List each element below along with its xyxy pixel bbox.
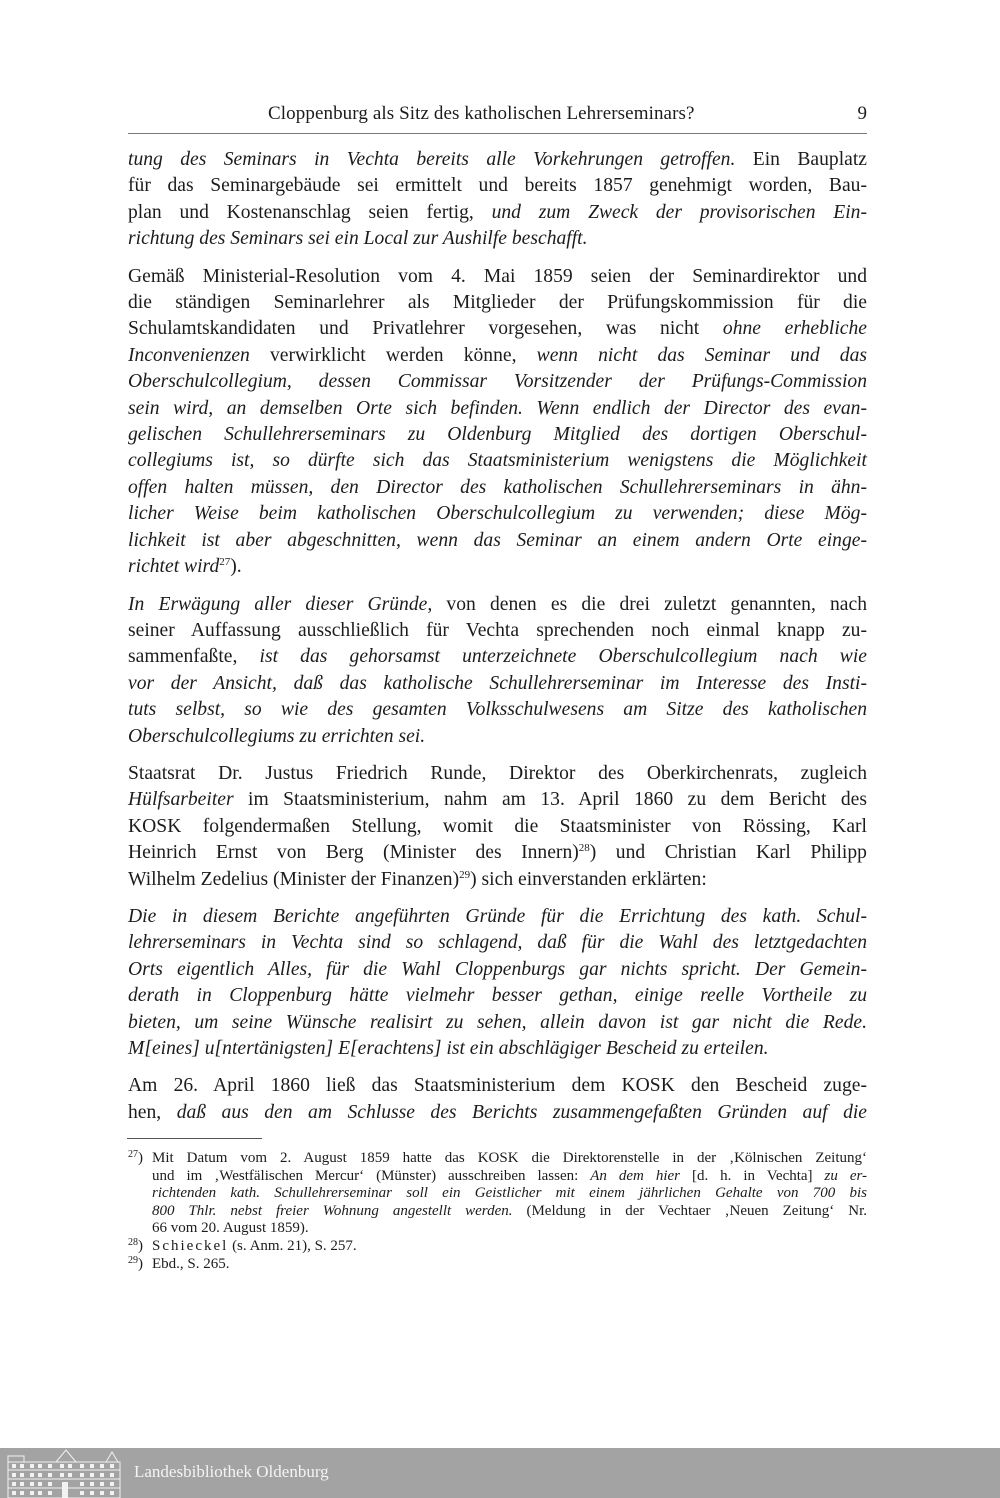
page-header	[128, 100, 867, 134]
footnote-number: $^{27}$)	[128, 1149, 143, 1166]
library-building-icon	[6, 1448, 124, 1498]
italic-quote: lichkeit ist aber abgeschnitten, wenn das Seminar an einem andern Orte einge-	[128, 529, 867, 551]
italic-quote: 800 Thlr. nebst freier Wohnung angestellt werden.	[152, 1202, 513, 1219]
text-line	[128, 983, 867, 1009]
text-line	[128, 1036, 867, 1062]
text-run: Schieckel	[152, 1237, 229, 1254]
footnote	[128, 1150, 867, 1238]
text-line	[128, 761, 867, 787]
library-name: Landesbibliothek Oldenburg	[134, 1462, 329, 1481]
footnote-number: $^{28}$)	[128, 1236, 143, 1254]
text-line	[128, 904, 867, 930]
text-line	[128, 1073, 867, 1099]
body-text	[128, 147, 867, 1137]
footnote	[128, 1256, 867, 1274]
italic-quote: Hülfsarbeiter	[128, 789, 234, 811]
italic-quote: collegiums ist, so dürfte sich das Staatsministerium wenigstens die Möglichkeit	[128, 450, 867, 472]
italic-quote: gelischen Schullehrerseminars zu Oldenburg Mitglied des dortigen Oberschul-	[128, 424, 867, 446]
text-line	[128, 226, 867, 252]
italic-quote: An dem hier	[590, 1167, 680, 1184]
italic-quote: daß aus den am Schlusse des Berichts zusammengefaßten Gründen auf die	[176, 1101, 868, 1123]
text-line	[128, 290, 867, 316]
italic-quote: Oberschulcollegium, dessen Commissar Vorsitzender der Prüfungs-Commission	[128, 371, 867, 393]
text-line	[128, 1010, 867, 1036]
paragraph	[128, 592, 867, 750]
text-run: Ein Bauplatz	[735, 149, 867, 170]
text-run: ) sich einverstanden erklärten:	[470, 868, 707, 890]
text-line	[128, 554, 867, 580]
text-run: Mit Datum vom 2. August 1859 hatte das KOSK die Direktorenstelle in der ‚Kölnischen Zeitung‘	[152, 1150, 867, 1166]
page-number: 9	[857, 103, 867, 124]
text-line	[128, 475, 867, 501]
italic-quote: bieten, um seine Wünsche realisirt zu sehen, allein davon ist gar nicht die Rede.	[128, 1011, 867, 1033]
text-run: Wilhelm Zedelius (Minister der Finanzen)	[128, 868, 460, 890]
italic-quote: und zum Zweck der provisorischen Ein-	[491, 201, 867, 223]
text-line	[128, 396, 867, 422]
footnote-reference: 28	[578, 842, 590, 855]
text-line	[128, 147, 867, 173]
footnotes	[128, 1150, 867, 1273]
footnote	[128, 1238, 867, 1256]
text-line	[128, 448, 867, 474]
paragraph	[128, 264, 867, 581]
text-line	[128, 422, 867, 448]
text-run: Am 26. April 1860 ließ das Staatsministerium dem KOSK den Bescheid zuge-	[128, 1075, 867, 1097]
text-line	[128, 618, 867, 644]
text-line	[128, 814, 867, 840]
text-run: ) und Christian Karl Philipp	[589, 842, 867, 864]
italic-quote: Oberschulcollegiums zu errichten sei.	[128, 725, 426, 747]
text-run: Staatsrat Dr. Justus Friedrich Runde, Direktor des Oberkirchenrats, zugleich	[128, 762, 867, 784]
text-line	[128, 671, 867, 697]
text-run: für das Seminargebäude sei ermittelt und bereits 1857 genehmigt worden, Bau-	[128, 175, 867, 197]
italic-quote: tuts selbst, so wie des gesamten Volksschulwesens am Sitze des katholischen	[128, 699, 867, 721]
text-line	[152, 1203, 867, 1221]
text-line	[152, 1256, 867, 1274]
text-run: die ständigen Seminarlehrer als Mitglieder der Prüfungskommission für die	[128, 292, 867, 314]
italic-quote: wenn nicht das Seminar und das	[536, 344, 867, 366]
italic-quote: lehrerseminars in Vechta sind so schlagend, daß für die Wahl des letztgedachten	[128, 932, 867, 954]
italic-quote: Die in diesem Berichte angeführten Gründe für die Errichtung des kath. Schul-	[128, 905, 867, 927]
text-run: seiner Auffassung ausschließlich für Vechta sprechenden noch einmal knapp zu-	[128, 619, 867, 641]
text-run: ).	[230, 556, 242, 578]
text-line	[152, 1150, 867, 1168]
text-run: (Meldung in der Vechtaer ‚Neuen Zeitung‘ Nr.	[512, 1202, 867, 1219]
italic-quote: Orts eigentlich Alles, für die Wahl Cloppenburgs gar nichts spricht. Der Gemein-	[128, 958, 867, 980]
text-run: Ebd., S. 265.	[152, 1255, 230, 1272]
text-line	[128, 316, 867, 342]
text-line	[128, 697, 867, 723]
text-line	[128, 724, 867, 750]
text-run: (s. Anm. 21), S. 257.	[228, 1237, 357, 1254]
text-run: von denen es die drei zuletzt genannten, nach	[432, 593, 867, 615]
text-line	[128, 644, 867, 670]
italic-quote: zu er-	[824, 1167, 868, 1184]
italic-quote: richtung des Seminars sei ein Local zur Aushilfe beschafft.	[128, 228, 588, 250]
text-line	[128, 173, 867, 199]
italic-quote: sein wird, an demselben Orte sich befinden. Wenn endlich der Director des evan-	[128, 397, 867, 419]
text-line	[128, 343, 867, 369]
paragraph	[128, 147, 867, 253]
text-line	[152, 1185, 867, 1203]
text-run: hen,	[128, 1101, 177, 1123]
text-line	[128, 501, 867, 527]
paragraph	[128, 1073, 867, 1126]
text-run: plan und Kostenanschlag seien fertig,	[128, 201, 492, 223]
text-run: sammenfaßte,	[128, 646, 260, 668]
text-run: Heinrich Ernst von Berg (Minister des Innern)	[128, 842, 579, 864]
text-run: und im ‚Westfälischen Mercur‘ (Münster) ausschreiben lassen:	[152, 1167, 591, 1184]
paragraph	[128, 904, 867, 1062]
italic-quote: offen halten müssen, den Director des katholischen Schullehrerseminars in ähn-	[128, 476, 867, 498]
italic-quote: ist das gehorsamst unterzeichnete Oberschulcollegium nach wie	[259, 646, 867, 668]
text-line	[128, 840, 867, 866]
text-line	[128, 200, 867, 226]
text-line	[152, 1238, 867, 1256]
italic-quote: Inconvenienzen	[128, 344, 250, 366]
text-run: KOSK folgendermaßen Stellung, womit die Staatsminister von Rössing, Karl	[128, 815, 867, 837]
text-line	[128, 369, 867, 395]
italic-quote: licher Weise beim katholischen Oberschulcollegium zu verwenden; diese Mög-	[128, 503, 867, 525]
running-title: Cloppenburg als Sitz des katholischen Lehrerseminars?	[268, 103, 695, 124]
text-run: 66 vom 20. August 1859).	[152, 1220, 309, 1237]
text-run: [d. h. in Vechta]	[680, 1167, 825, 1184]
italic-quote: derath in Cloppenburg hätte vielmehr besser gethan, einige reelle Vortheile zu	[128, 985, 867, 1007]
italic-quote: ohne erhebliche	[722, 318, 867, 340]
italic-quote: tung des Seminars in Vechta bereits alle Vorkehrungen getroffen.	[128, 149, 736, 170]
text-run: verwirklicht werden könne,	[249, 344, 537, 366]
italic-quote: In Erwägung aller dieser Gründe,	[128, 593, 433, 615]
text-line	[128, 930, 867, 956]
library-footer-bar	[0, 1448, 1000, 1498]
footnote-reference: 27	[219, 556, 231, 569]
text-run: im Staatsministerium, nahm am 13. April 1860 zu dem Bericht des	[233, 789, 867, 811]
footnote-number: $^{29}$)	[128, 1254, 143, 1272]
italic-quote: richtet wird	[128, 556, 220, 578]
text-line	[152, 1168, 867, 1186]
text-line	[128, 264, 867, 290]
text-run: Gemäß Ministerial-Resolution vom 4. Mai 1859 seien der Seminardirektor und	[128, 265, 867, 287]
text-line	[128, 528, 867, 554]
paragraph	[128, 761, 867, 893]
text-run: Schulamtskandidaten und Privatlehrer vorgesehen, was nicht	[128, 318, 723, 340]
italic-quote: M[eines] u[ntertänigsten] E[erachtens] ist ein abschlägiger Bescheid zu erteilen.	[128, 1038, 769, 1059]
italic-quote: richtenden kath. Schullehrerseminar soll ein Geistlicher mit einem jährlichen Gehalte von 700 bis	[152, 1185, 867, 1202]
footnote-reference: 29	[459, 868, 471, 881]
text-line	[128, 957, 867, 983]
text-line	[152, 1220, 867, 1238]
text-line	[128, 592, 867, 618]
footnote-separator	[127, 1138, 262, 1139]
text-line	[128, 867, 867, 893]
text-line	[128, 1100, 867, 1126]
text-line	[128, 787, 867, 813]
italic-quote: vor der Ansicht, daß das katholische Schullehrerseminar im Interesse des Insti-	[128, 672, 867, 694]
